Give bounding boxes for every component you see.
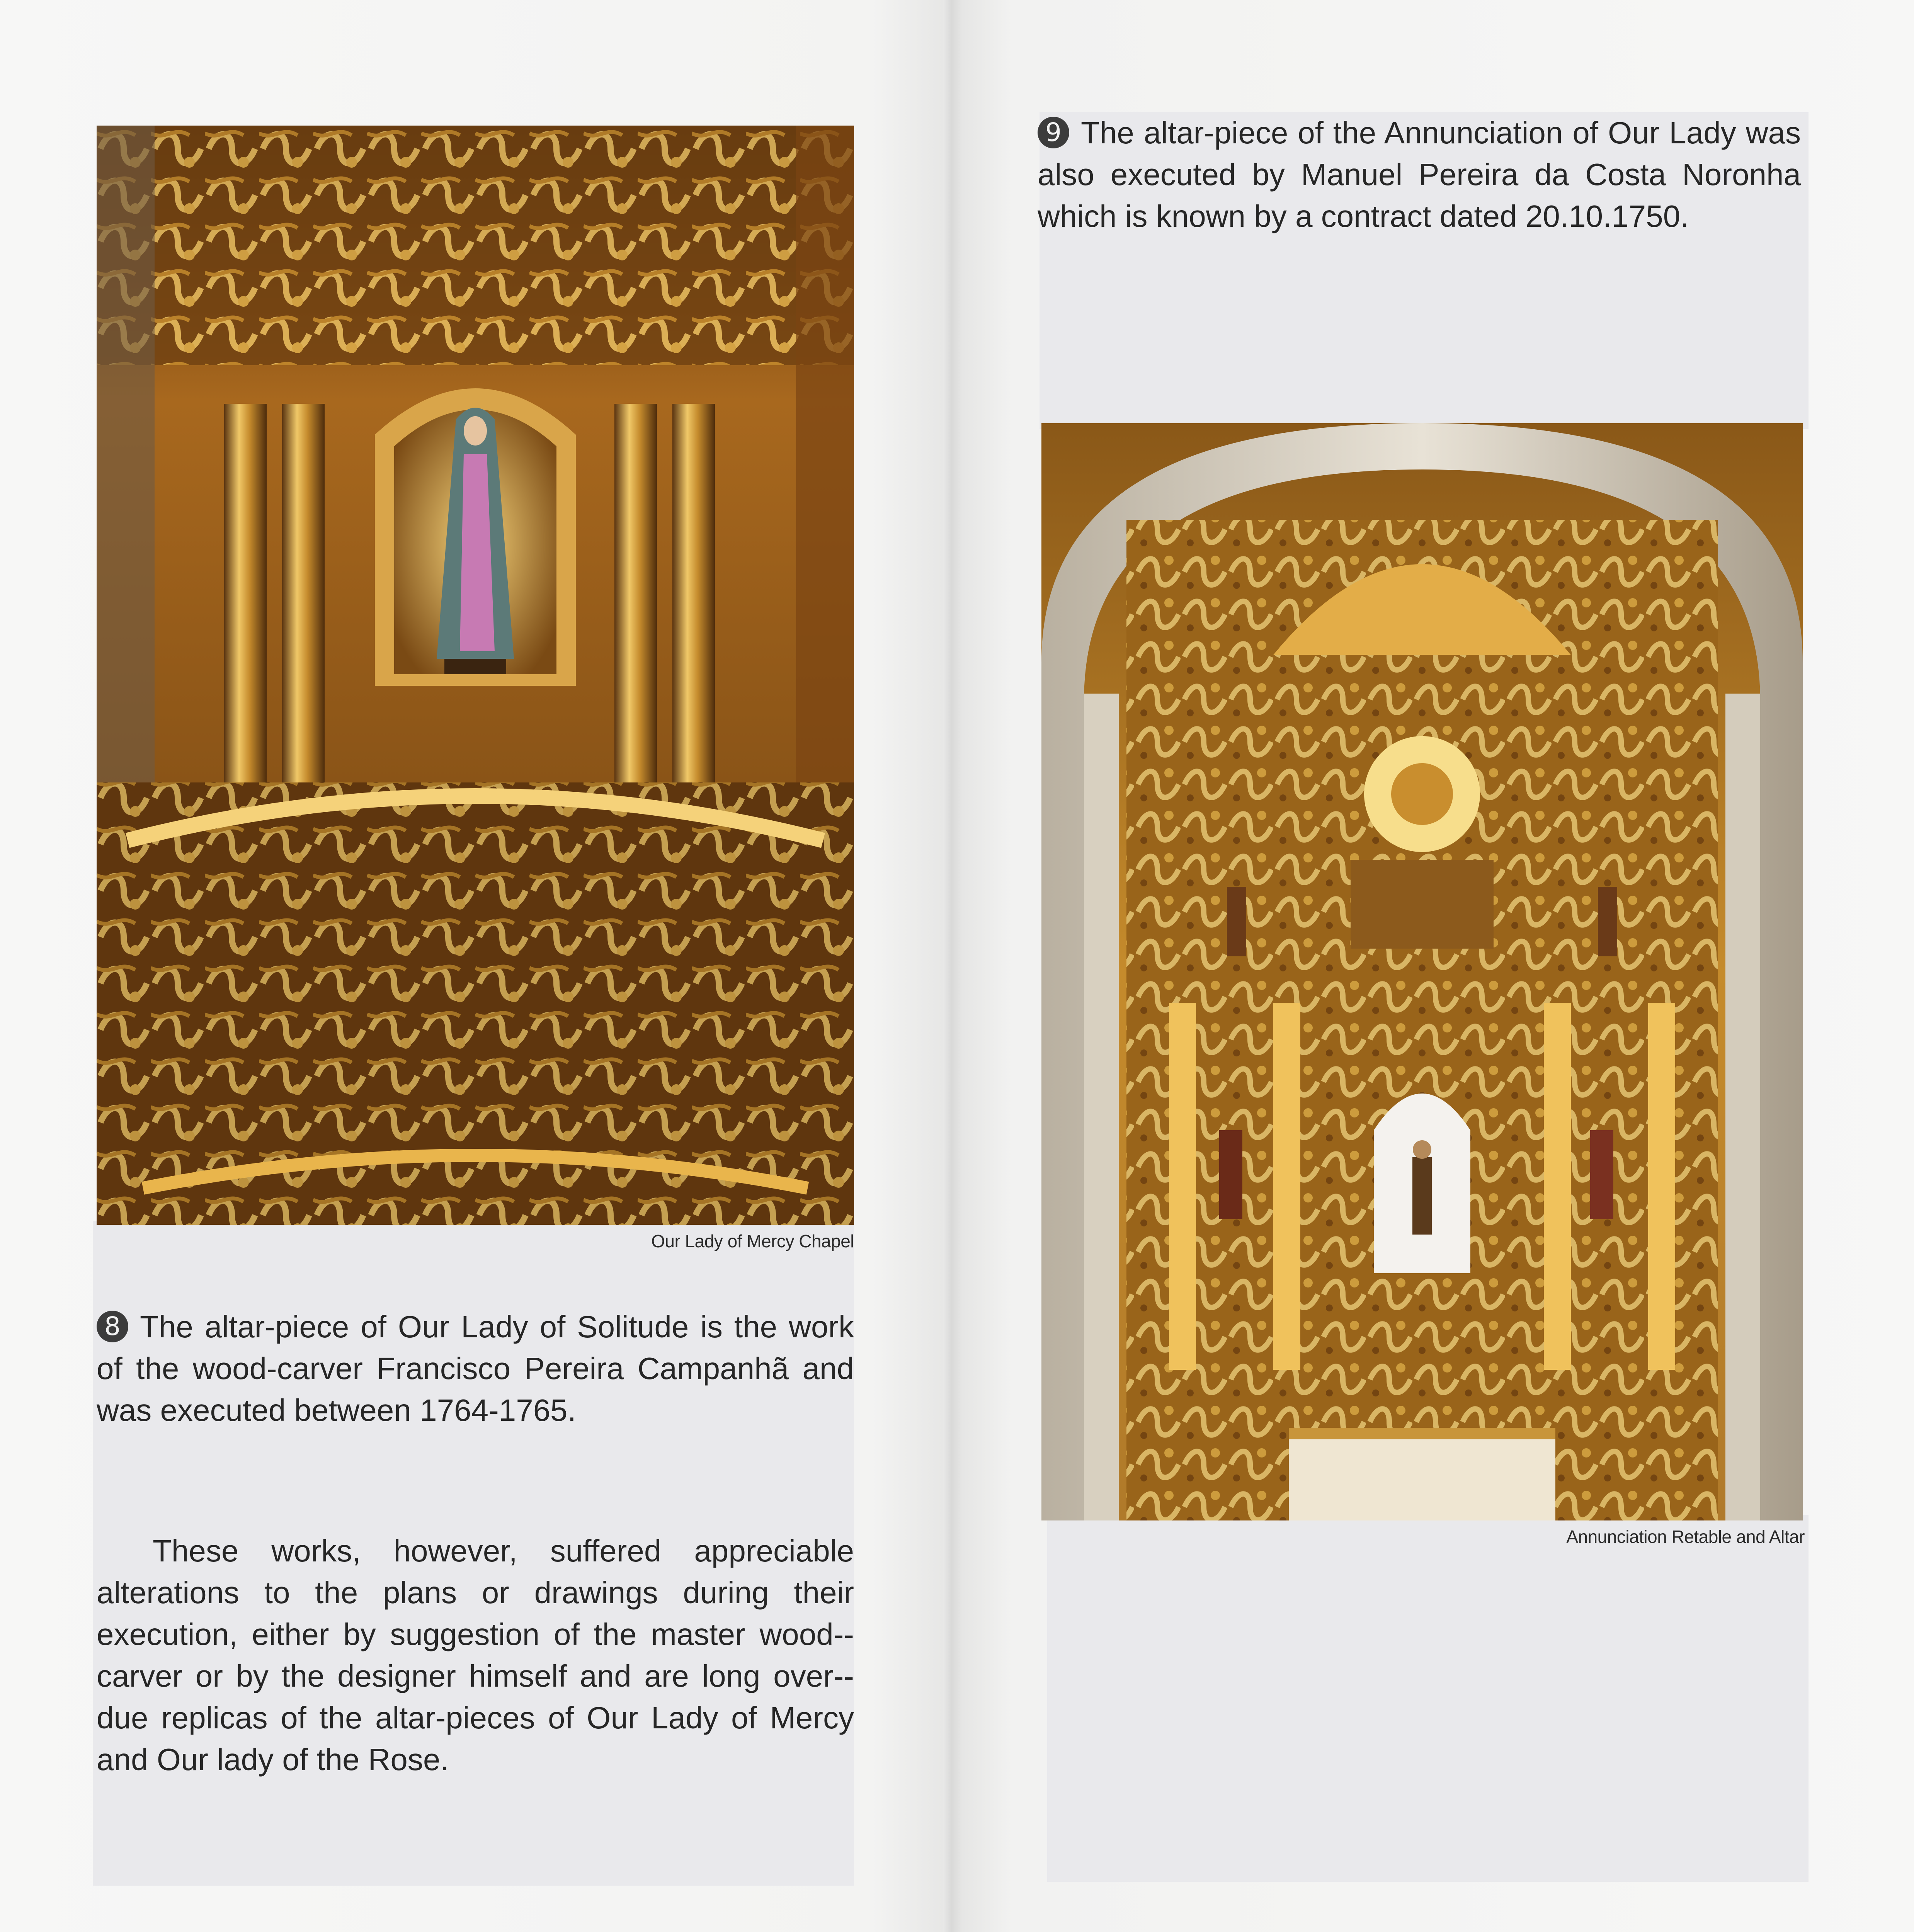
paragraph-alterations: These works, however, suffered appreciable alterations to the plans or drawings during their execution, either by suggestion of the master wood--carver or by the designer himself and are long over--due replicas of the altar-pieces of Our Lady of Mercy and Our lady of the Rose. [97,1534,854,1777]
paragraph-9-text: The altar-piece of the Annunciation of Our Lady was also executed by Manuel Pereira da Costa Noronha which is known by a contract dated 20.10.1750. [1038,116,1801,233]
right-photo-caption: Annunciation Retable and Altar [1566,1527,1805,1547]
right-bottom-panel [1047,1515,1809,1882]
paragraph-8-text: The altar-piece of Our Lady of Solitude is the work of the wood-carver Francisco Pereira Campanhã and was executed between 1764-1765. [97,1310,854,1427]
book-gutter [943,0,962,1932]
item-number-badge: 9 [1038,117,1069,148]
our-lady-of-mercy-photo [97,126,854,1225]
annunciation-retable-photo [1041,423,1803,1520]
paragraph-9 [1038,112,1801,237]
item-number-badge: 8 [97,1311,128,1342]
bleed-through-text: ⠀ [97,1903,109,1922]
left-photo-caption: Our Lady of Mercy Chapel [651,1231,854,1251]
paragraph-8 [97,1306,854,1431]
